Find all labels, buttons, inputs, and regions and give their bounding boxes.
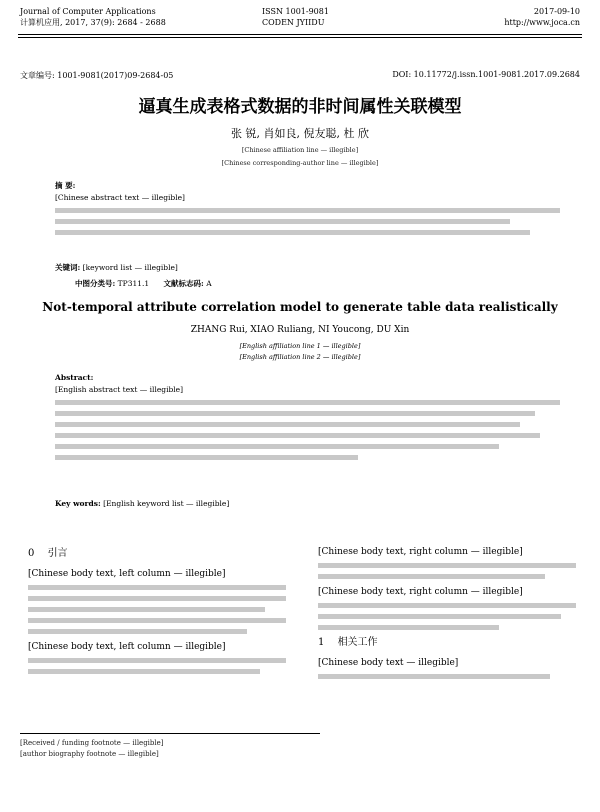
keywords-text-en: [English keyword list — illegible] — [103, 499, 230, 508]
section-0-title: 引言 — [47, 548, 68, 559]
corresponding-author-cn: [Chinese corresponding-author line — illegible] — [221, 159, 379, 167]
journal-name: Journal of Computer Applications — [20, 7, 156, 16]
section-1-para: [Chinese body text — illegible] — [318, 658, 459, 668]
journal-url[interactable]: http://www.joca.cn — [504, 18, 580, 27]
doi[interactable]: DOI: 10.11772/j.issn.1001-9081.2017.09.2684 — [392, 70, 580, 79]
journal-header-left — [20, 6, 166, 28]
authors-en: ZHANG Rui, XIAO Ruliang, NI Youcong, DU Xin — [190, 325, 410, 335]
keywords-label-cn: 关键词: — [55, 263, 81, 272]
doc-code-label: 文献标志码: — [163, 279, 204, 288]
section-0-para-2: [Chinese body text, left column — illegible] — [28, 642, 226, 652]
keywords-en — [55, 498, 560, 510]
keywords-label-en: Key words: — [55, 499, 101, 508]
section-1-number: 1 — [318, 637, 325, 648]
journal-citation: 计算机应用, 2017, 37(9): 2684 - 2688 — [20, 18, 166, 27]
abstract-label-cn: 摘 要: — [55, 181, 76, 190]
clc-label: 中图分类号: — [75, 279, 116, 288]
clc-value: TP311.1 — [117, 279, 150, 288]
issn: ISSN 1001-9081 — [262, 7, 329, 16]
section-1-title: 相关工作 — [337, 637, 378, 648]
section-0-para-1: [Chinese body text, left column — illegible] — [28, 569, 226, 579]
paper-title-en: Not-temporal attribute correlation model to generate table data realistically — [42, 300, 558, 314]
section-1-heading — [318, 636, 576, 650]
footnote-received: [Received / funding footnote — illegible] — [20, 739, 164, 747]
affiliation-cn: [Chinese affiliation line — illegible] — [241, 146, 359, 154]
right-col-para-2: [Chinese body text, right column — illegible] — [318, 587, 523, 597]
keywords-text-cn: [keyword list — illegible] — [82, 263, 178, 272]
abstract-en — [55, 372, 560, 466]
journal-header-right — [504, 6, 580, 28]
issue-date: 2017-09-10 — [533, 7, 580, 16]
footnote — [20, 733, 580, 760]
abstract-text-cn: [Chinese abstract text — illegible] — [55, 193, 185, 202]
abstract-label-en: Abstract: — [55, 373, 94, 382]
classification — [75, 278, 560, 290]
section-0-number: 0 — [28, 548, 35, 559]
footnote-authors: [author biography footnote — illegible] — [20, 750, 159, 758]
header-rule-bottom — [18, 37, 582, 38]
right-col-para-1: [Chinese body text, right column — illegible] — [318, 547, 523, 557]
header-rule-top — [18, 34, 582, 35]
keywords-cn — [55, 262, 560, 274]
article-number: 文章编号: 1001-9081(2017)09-2684-05 — [20, 71, 174, 80]
body-right-column — [318, 545, 576, 685]
section-0-heading — [28, 547, 286, 561]
abstract-cn — [55, 180, 560, 241]
journal-header-center — [262, 6, 329, 28]
affiliation-en-1: [English affiliation line 1 — illegible] — [239, 342, 361, 350]
body-left-column — [28, 545, 286, 680]
affiliation-en-2: [English affiliation line 2 — illegible] — [239, 353, 361, 361]
authors-cn: 张 锐, 肖如良, 倪友聪, 杜 欣 — [231, 127, 369, 140]
doc-code-value: A — [206, 279, 212, 288]
paper-title-cn: 逼真生成表格式数据的非时间属性关联模型 — [138, 97, 462, 117]
abstract-text-en: [English abstract text — illegible] — [55, 385, 184, 394]
coden: CODEN JYIIDU — [262, 18, 325, 27]
